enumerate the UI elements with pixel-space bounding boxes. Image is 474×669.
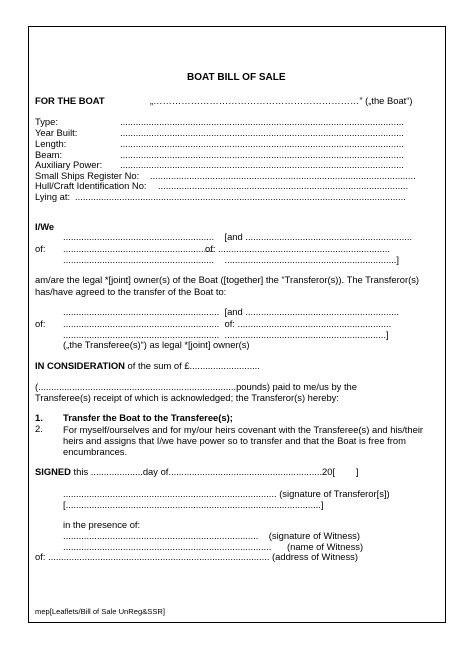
length-field: ............................................................................................................. (120, 138, 404, 149)
transferor-paragraph: am/are the legal *[joint] owner(s) of the Boat ([together] the “Transferor(s)). The Transferor(s) has/have agreed to the transfer of the Boat to: (35, 274, 420, 297)
clause-1-number: 1. (35, 412, 43, 423)
transferor-of-label: of: (35, 243, 46, 254)
witness-name-line: ................................................................................ (name of Witness) (63, 541, 364, 552)
beam-label: Beam: (35, 149, 63, 160)
transferor-line-1: .......................................................... [and ................................................................ (63, 231, 413, 242)
year-built-field: ............................................................................................................. (120, 127, 404, 138)
consideration-line (35, 361, 260, 370)
transferee-of-label: of: (35, 318, 46, 329)
type-label: Type: (35, 116, 58, 127)
consideration-receipt: Transferee(s) receipt of which is acknowledged; the Transferor(s) hereby: (35, 392, 339, 403)
year-built-label: Year Built: (35, 127, 78, 138)
for-the-boat-label: FOR THE BOAT (35, 95, 105, 106)
lying-at-field: ............................................................................................................................... (75, 191, 406, 202)
transferee-line-3: ............................................................ ..............................................................] (63, 329, 389, 340)
transferor-line-2-right: of: .................................................................. (205, 243, 390, 254)
lying-at-label: Lying at: (35, 191, 71, 202)
presence-label: in the presence of: (63, 519, 141, 530)
length-label: Length: (35, 138, 67, 149)
transferor-heading: I/We (35, 221, 55, 232)
type-field: ............................................................................................................. (120, 116, 404, 127)
document-title: BOAT BILL OF SALE (187, 72, 286, 83)
witness-address-line: of: ..................................................................................... (address of Witness) (35, 551, 358, 562)
transferee-line-1: ............................................................ [and ........................................................... (63, 306, 400, 317)
signed-date: this ....................day of...........................................................20[ ] (70, 466, 359, 477)
auxiliary-power-label: Auxiliary Power: (35, 159, 103, 170)
boat-name-field: „…………………………………………………………” („the Boat“) (150, 95, 413, 106)
hull-id-field: ................................................................................................ (158, 180, 409, 191)
clause-2-number: 2. (35, 423, 43, 434)
hull-id-label: Hull/Craft Identification No: (35, 180, 147, 191)
witness-signature-line: ........................................................................... (signature of Witness) (63, 530, 360, 541)
footer-reference: mep[Leaflets/Bill of Sale UnReg&SSR] (35, 607, 166, 616)
auxiliary-power-field: ............................................................................................................. (120, 159, 404, 170)
transferor-line-3: .......................................................... ..................................................................] (63, 254, 400, 265)
register-no-field: ...................................................................................................... (150, 170, 416, 181)
register-no-label: Small Ships Register No: (35, 170, 140, 181)
consideration-sum: of the sum of £........................... (124, 360, 260, 371)
signed-label: SIGNED (35, 466, 71, 477)
transferee-note: („the Transferee(s)“) as legal *[joint] owner(s) (63, 339, 250, 350)
consideration-pounds: (............................................................................pounds) paid to me/us by the (35, 381, 357, 392)
transferor-signature-line: .................................................................................. (signature of Transferor[s]) (63, 488, 390, 499)
transferee-line-2: ............................................................ of: ........................................................... (63, 318, 392, 329)
signed-line (35, 467, 359, 476)
beam-field: ............................................................................................................. (120, 149, 404, 160)
consideration-label: IN CONSIDERATION (35, 360, 125, 371)
transferor-line-2-left: .......................................................... (63, 243, 215, 254)
clause-1-text: Transfer the Boat to the Transferee(s); (63, 412, 233, 423)
transferor-name-bracket: [..................................................................................................] (63, 499, 324, 510)
clause-2-text: For myself/ourselves and for my/our heirs covenant with the Transferee(s) and his/their heirs and assigns that I/we have power so to transfer and that the Boat is free from encumbrances. (63, 424, 424, 457)
